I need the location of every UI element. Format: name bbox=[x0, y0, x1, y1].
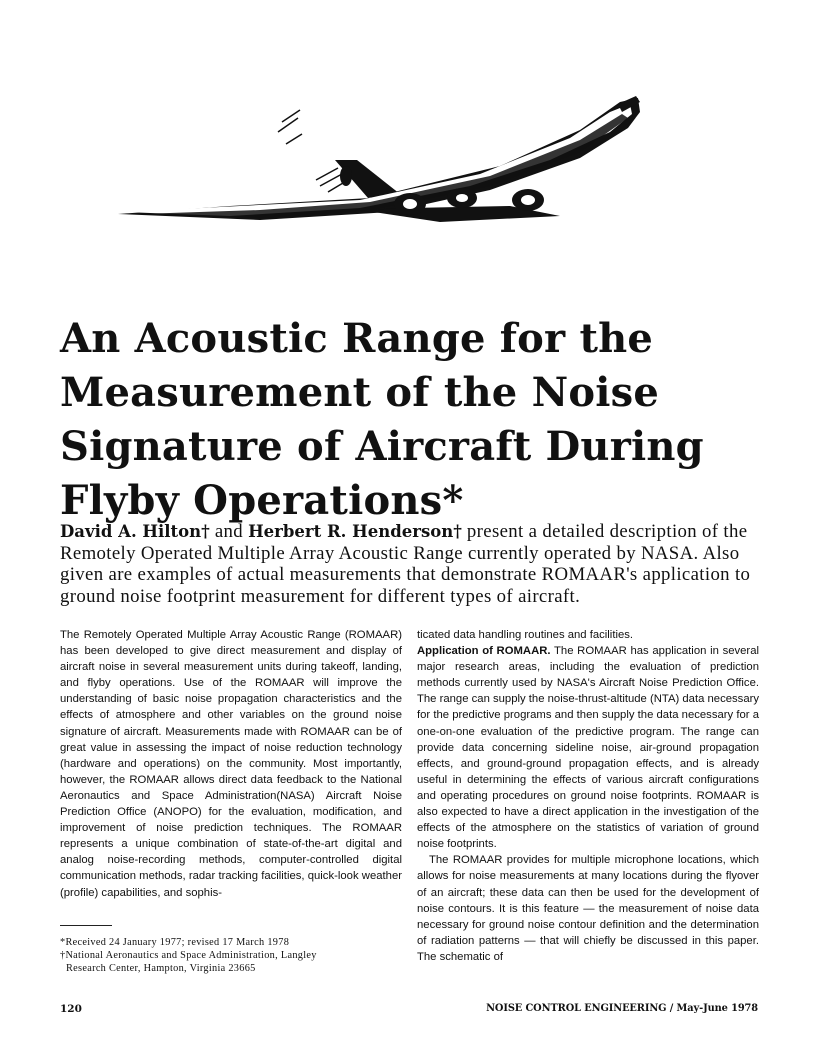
body-column-left bbox=[60, 627, 402, 901]
article-title bbox=[60, 312, 780, 528]
application-paragraph bbox=[417, 643, 759, 852]
title-line-3: Signature of Aircraft During bbox=[60, 423, 704, 470]
footnote-affiliation-address: Research Center, Hampton, Virginia 23665 bbox=[66, 963, 256, 975]
footnote-affiliation: †National Aeronautics and Space Administration, Langley bbox=[60, 950, 317, 962]
journal-running-footer: NOISE CONTROL ENGINEERING / May-June 1978 bbox=[486, 1003, 758, 1014]
title-line-4: Flyby Operations* bbox=[60, 477, 464, 524]
title-line-2: Measurement of the Noise bbox=[60, 369, 659, 416]
footnote-received: *Received 24 January 1977; revised 17 March 1978 bbox=[60, 937, 290, 948]
author-hilton: David A. Hilton† bbox=[60, 522, 210, 541]
lede-text: present a detailed description of the Remotely Operated Multiple Array Acoustic Range currently operated by NASA. Also given are examples of actual measurements that demonstrate ROMAAR's application to ground noise footprint measurement for different types of aircraft. bbox=[60, 521, 751, 607]
intro-paragraph: The Remotely Operated Multiple Array Acoustic Range (ROMAAR) has been developed to give direct measurement and display of aircraft noise in several measurement units during takeoff, landing, and flyby operations. Use of the ROMAAR will improve the understanding of basic noise propagation characteristics and the effects of atmosphere and other variables on the ground noise signature of aircraft. Measurements made with ROMAAR can be of great value in assessing the impact of noise reduction technology (hardware and operations) on the community. Most importantly, however, the ROMAAR allows direct data feedback to the National Aeronautics and Space Administration(NASA) Aircraft Noise Prediction Office (ANOPO) for the evaluation, modification, and improvement of noise prediction techniques. The ROMAAR represents a unique combination of state-of-the-art digital and analog noise-recording methods, computer-controlled digital communication methods, radar tracking facilities, quick-look weather (profile) capabilities, and sophis- bbox=[60, 629, 402, 899]
author-henderson: Herbert R. Henderson† bbox=[248, 522, 462, 541]
airliner-takeoff-illustration bbox=[110, 88, 660, 228]
page-number: 120 bbox=[60, 1003, 82, 1015]
application-text: The ROMAAR has application in several major research areas, including the evaluation of prediction methods currently used by NASA's Aircraft Noise Prediction Office. The range can supply the noise-thrust-altitude (NTA) data necessary for the predictive programs and then supply the data necessary for a one-on-one evaluation of the predictive program. The range can provide data concerning sideline noise, air-ground propagation effects, and ground-ground propagation effects, and is already useful in determining the effects of various aircraft configurations and operating procedures on ground noise footprints. ROMAAR is also expected to have a direct application in the investigation of the effects of the atmosphere on the statistics of variation of ground noise footprints. bbox=[417, 645, 760, 851]
lede-conjunction: and bbox=[209, 521, 249, 542]
microphone-paragraph: The ROMAAR provides for multiple microphone locations, which allows for noise measurements at many locations during the flyover of an aircraft; these data can then be used for the development of noise contours. It is this feature — the measurement of noise data necessary for ground noise contour definition and the determination of radiation patterns — that will chiefly be discussed in this paper. The schematic of bbox=[417, 854, 759, 963]
footnotes bbox=[60, 936, 400, 976]
footnote-divider bbox=[60, 925, 112, 926]
title-line-1: An Acoustic Range for the bbox=[60, 315, 654, 362]
continuation-text: ticated data handling routines and facilities. bbox=[417, 629, 634, 641]
section-run-in-heading: Application of ROMAAR. bbox=[417, 645, 551, 658]
body-column-right bbox=[417, 627, 759, 965]
article-lede bbox=[60, 521, 770, 607]
